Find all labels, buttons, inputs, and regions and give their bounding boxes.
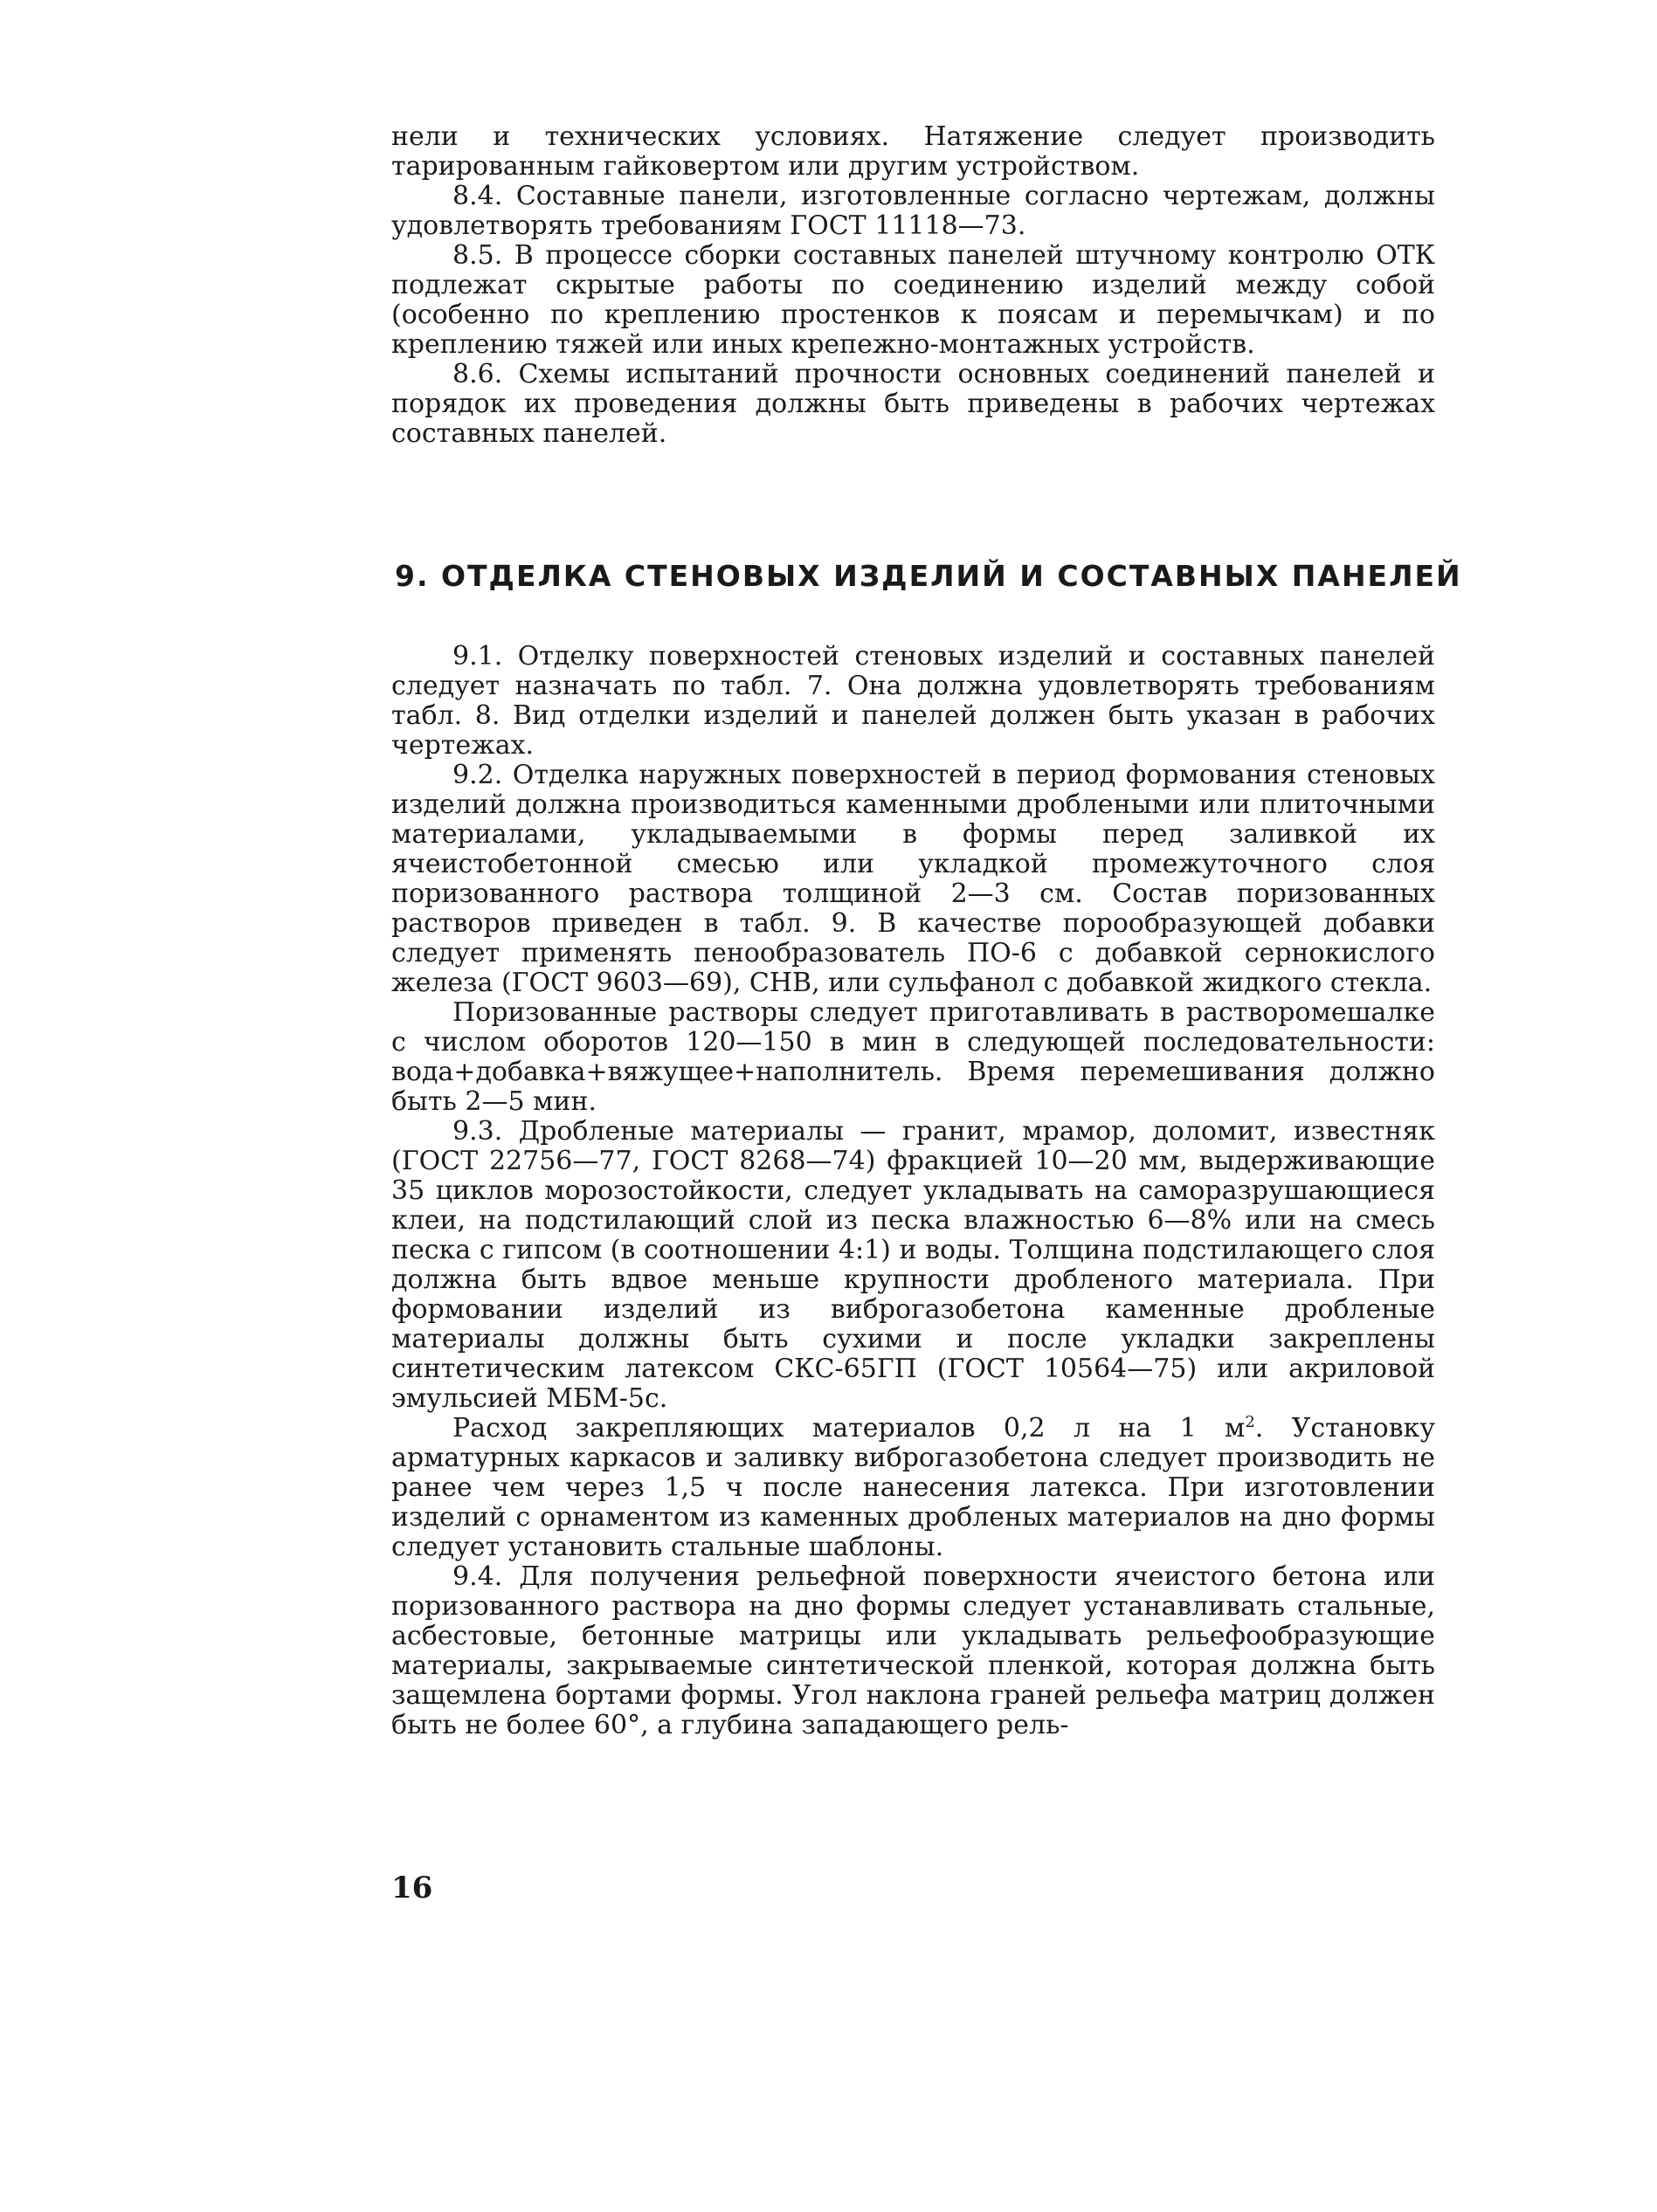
paragraph-9-3-consumption xyxy=(391,1414,1435,1562)
clause-8-continuation xyxy=(391,122,1435,449)
paragraph-continuation: нели и технических условиях. Натяжение следует производить тарированным гайковертом или другим устройством. xyxy=(391,121,1435,182)
paragraph-9-1: 9.1. Отделку поверхностей стеновых изделий и составных панелей следует назначать по табл. 7. Она должна удовлетворять требованиям табл. 8. Вид отделки изделий и панелей должен быть указан в рабочих чертежах. xyxy=(391,641,1435,761)
paragraph-9-4: 9.4. Для получения рельефной поверхности ячеистого бетона или поризованного раствора на дно формы следует устанавливать стальные, асбестовые, бетонные матрицы или укладывать рельефообразующие материалы, закрываемые синтетической пленкой, которая должна быть защемлена бортами формы. Угол наклона граней рельефа матриц должен быть не более 60°, а глубина западающего рель- xyxy=(391,1561,1435,1740)
consumption-text-end: . Установку арматурных каркасов и заливку виброгазобетона следует производить не ранее чем через 1,5 ч после нанесения латекса. При изготовлении изделий с орнаментом из каменных дробленых материалов на дно формы следует установить стальные шаблоны. xyxy=(391,1413,1436,1562)
paragraph-8-4: 8.4. Составные панели, изготовленные согласно чертежам, должны удовлетворять требованиям ГОСТ 11118—73. xyxy=(391,181,1435,241)
square-superscript: 2 xyxy=(1245,1413,1255,1431)
paragraph-8-6: 8.6. Схемы испытаний прочности основных соединений панелей и порядок их проведения должны быть приведены в рабочих чертежах составных панелей. xyxy=(391,359,1435,449)
paragraph-8-5: 8.5. В процессе сборки составных панелей штучному контролю ОТК подлежат скрытые работы по соединению изделий между собой (особенно по креплению простенков к поясам и перемычкам) и по креплению тяжей или иных крепежно-монтажных устройств. xyxy=(391,240,1435,360)
paragraph-9-2-mixing: Поризованные растворы следует приготавливать в растворомешалке с числом оборотов 120—150 в мин в следующей последовательности: вода+добавка+вяжущее+наполнитель. Время перемешивания должно быть 2—5 мин. xyxy=(391,997,1435,1117)
consumption-text-start: Расход закрепляющих материалов 0,2 л на 1 м xyxy=(452,1413,1246,1444)
paragraph-9-2: 9.2. Отделка наружных поверхностей в период формования стеновых изделий должна производиться каменными дроблеными или плиточными материалами, укладываемыми в формы перед заливкой их ячеистобетонной смесью или укладкой промежуточного слоя поризованного раствора толщиной 2—3 см. Состав поризованных растворов приведен в табл. 9. В качестве порообразующей добавки следует применять пенообразователь ПО-6 с добавкой сернокислого железа (ГОСТ 9603—69), СНВ, или сульфанол с добавкой жидкого стекла. xyxy=(391,760,1435,998)
paragraph-9-3: 9.3. Дробленые материалы — гранит, мрамор, доломит, известняк (ГОСТ 22756—77, ГОСТ 8268—74) фракцией 10—20 мм, выдерживающие 35 циклов морозостойкости, следует укладывать на саморазрушающиеся клеи, на подстилающий слой из песка влажностью 6—8% или на смесь песка с гипсом (в соотношении 4:1) и воды. Толщина подстилающего слоя должна быть вдвое меньше крупности дробленого материала. При формовании изделий из виброгазобетона каменные дробленые материалы должны быть сухими и после укладки закреплены синтетическим латексом СКС-65ГП (ГОСТ 10564—75) или акриловой эмульсией МБМ-5с. xyxy=(391,1116,1435,1414)
section-heading: 9. ОТДЕЛКА СТЕНОВЫХ ИЗДЕЛИЙ И СОСТАВНЫХ ПАНЕЛЕЙ xyxy=(395,559,1462,593)
section-9-body xyxy=(391,642,1435,1740)
page-number: 16 xyxy=(391,1871,433,1905)
